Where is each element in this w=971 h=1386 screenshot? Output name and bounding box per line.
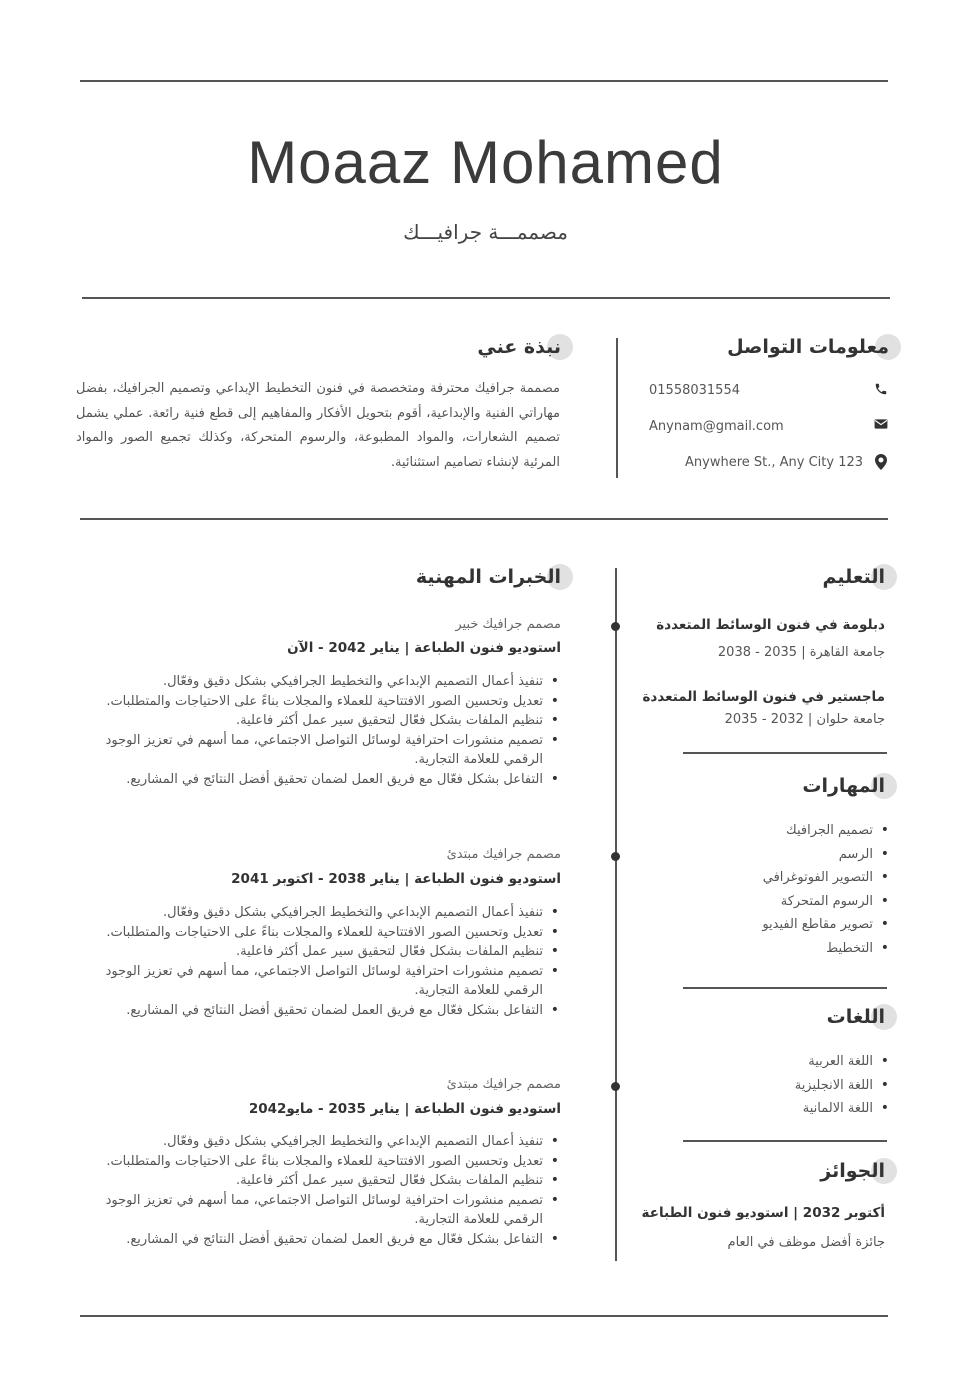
job-duty: • تصميم منشورات احترافية لوسائل التواصل الاجتماعي، مما أسهم في تعزيز الوجود الرقمي للعلامة التجارية. (91, 731, 561, 770)
job-duty: • تنظيم الملفات بشكل فعّال لتحقيق سير عمل أكثر فاعلية. (91, 1171, 561, 1191)
phone-icon (873, 382, 889, 398)
header-vertical-divider (616, 338, 618, 478)
skill-item: • التخطيط (661, 937, 891, 961)
job-company-dates: استوديو فنون الطباعة | يناير 2042 - الآن (287, 640, 561, 656)
skill-item: • تصوير مقاطع الفيديو (661, 913, 891, 937)
education-divider (683, 752, 887, 754)
about-divider (80, 518, 888, 520)
education-place: جامعة حلوان | 2032 - 2035 (724, 712, 885, 727)
education-place: جامعة القاهرة | 2035 - 2038 (717, 645, 885, 660)
skill-item: • التصوير الفوتوغرافي (661, 866, 891, 890)
job-duty: • تعديل وتحسين الصور الافتتاحية للعملاء والمجلات بناءً على الاحتياجات والمتطلبات. (91, 923, 561, 943)
language-item: • اللغة الالمانية (661, 1097, 891, 1121)
skill-item: • الرسم (661, 843, 891, 867)
education-title-text: التعليم (822, 566, 885, 588)
award-description: جائزة أفضل موظف في العام (727, 1235, 885, 1250)
languages-title-text: اللغات (826, 1006, 885, 1028)
job-company-dates: استوديو فنون الطباعة | يناير 2038 - اكتوبر 2041 (231, 871, 561, 887)
skills-list (661, 819, 891, 960)
job-duty: • تصميم منشورات احترافية لوسائل التواصل الاجتماعي، مما أسهم في تعزيز الوجود الرقمي للعلامة التجارية. (91, 1191, 561, 1230)
person-name: Moaaz Mohamed (247, 129, 724, 196)
experience-title-text: الخبرات المهنية (415, 566, 561, 588)
email-address[interactable]: Anynam@gmail.com (649, 418, 784, 434)
award-title: أكتوبر 2032 | استوديو فنون الطباعة (641, 1205, 885, 1221)
languages-list (661, 1050, 891, 1121)
job-company-dates: استوديو فنون الطباعة | يناير 2035 - مايو2042 (248, 1101, 561, 1117)
contact-phone-row (649, 379, 889, 401)
contact-title-text: معلومات التواصل (727, 336, 889, 358)
experience-section-title (416, 566, 561, 588)
education-degree: دبلومة في فنون الوسائط المتعددة (656, 617, 885, 633)
skills-divider (683, 987, 887, 989)
mail-icon (873, 418, 889, 434)
languages-divider (683, 1140, 887, 1142)
awards-section-title (820, 1160, 885, 1182)
skill-item: • تصميم الجرافيك (661, 819, 891, 843)
job-duty: • التفاعل بشكل فعّال مع فريق العمل لضمان تحقيق أفضل النتائج في المشاريع. (91, 1001, 561, 1021)
education-section-title (822, 566, 885, 588)
languages-section-title (827, 1006, 885, 1028)
timeline-dot (611, 622, 620, 631)
language-item: • اللغة العربية (661, 1050, 891, 1074)
job-duty: • تعديل وتحسين الصور الافتتاحية للعملاء والمجلات بناءً على الاحتياجات والمتطلبات. (91, 1152, 561, 1172)
timeline-line (615, 568, 617, 1261)
about-text: مصممة جرافيك محترفة ومتخصصة في فنون التخطيط الإبداعي وتصميم الجرافيك، بفضل مهاراتي الفنية والإبداعية، أقوم بتحويل الأفكار والمفاهيم إلى قطع فنية رائعة. عملي يشمل تصميم الشعارات، والمواد المطبوعة، والرسوم المتحركة، وكذلك تجميع الصور والمواد المرئية لإنشاء تصاميم استثنائية. (76, 381, 560, 470)
job-duty: • التفاعل بشكل فعّال مع فريق العمل لضمان تحقيق أفضل النتائج في المشاريع. (91, 770, 561, 790)
job-duty: • التفاعل بشكل فعّال مع فريق العمل لضمان تحقيق أفضل النتائج في المشاريع. (91, 1230, 561, 1250)
job-duties-list (91, 903, 561, 1020)
timeline-dot (611, 852, 620, 861)
job-duty: • تنظيم الملفات بشكل فعّال لتحقيق سير عمل أكثر فاعلية. (91, 942, 561, 962)
contact-address-row (649, 451, 889, 473)
education-degree: ماجستير في فنون الوسائط المتعددة (642, 689, 885, 705)
top-divider (80, 80, 888, 82)
job-duty: • تنفيذ أعمال التصميم الإبداعي والتخطيط الجرافيكي بشكل دقيق وفعّال. (91, 1132, 561, 1152)
job-duty: • تنظيم الملفات بشكل فعّال لتحقيق سير عمل أكثر فاعلية. (91, 711, 561, 731)
job-role: مصمم جرافيك مبتدئ (446, 847, 561, 862)
job-title: مصممـــة جرافيـــك (403, 220, 568, 244)
job-duty: • تعديل وتحسين الصور الافتتاحية للعملاء والمجلات بناءً على الاحتياجات والمتطلبات. (91, 692, 561, 712)
about-title-text: نبذة عني (477, 336, 561, 358)
job-duty: • تنفيذ أعمال التصميم الإبداعي والتخطيط الجرافيكي بشكل دقيق وفعّال. (91, 903, 561, 923)
location-pin-icon (873, 454, 889, 470)
job-role: مصمم جرافيك مبتدئ (446, 1077, 561, 1092)
contact-email-row (649, 415, 889, 437)
skills-section-title (802, 775, 885, 797)
job-role: مصمم جرافيك خبير (455, 617, 561, 632)
contact-section-title (727, 336, 889, 358)
timeline-dot (611, 1082, 620, 1091)
header-divider (82, 297, 890, 299)
job-duty: • تصميم منشورات احترافية لوسائل التواصل الاجتماعي، مما أسهم في تعزيز الوجود الرقمي للعلامة التجارية. (91, 962, 561, 1001)
job-duties-list (91, 672, 561, 789)
address: Anywhere St., Any City 123 (685, 454, 864, 470)
skill-item: • الرسوم المتحركة (661, 890, 891, 914)
job-duty: • تنفيذ أعمال التصميم الإبداعي والتخطيط الجرافيكي بشكل دقيق وفعّال. (91, 672, 561, 692)
skills-title-text: المهارات (802, 775, 885, 797)
job-duties-list (91, 1132, 561, 1249)
phone-number: 01558031554 (649, 382, 740, 398)
awards-title-text: الجوائز (820, 1160, 885, 1182)
bottom-divider (80, 1315, 888, 1317)
about-section-title (477, 336, 561, 358)
language-item: • اللغة الانجليزية (661, 1074, 891, 1098)
